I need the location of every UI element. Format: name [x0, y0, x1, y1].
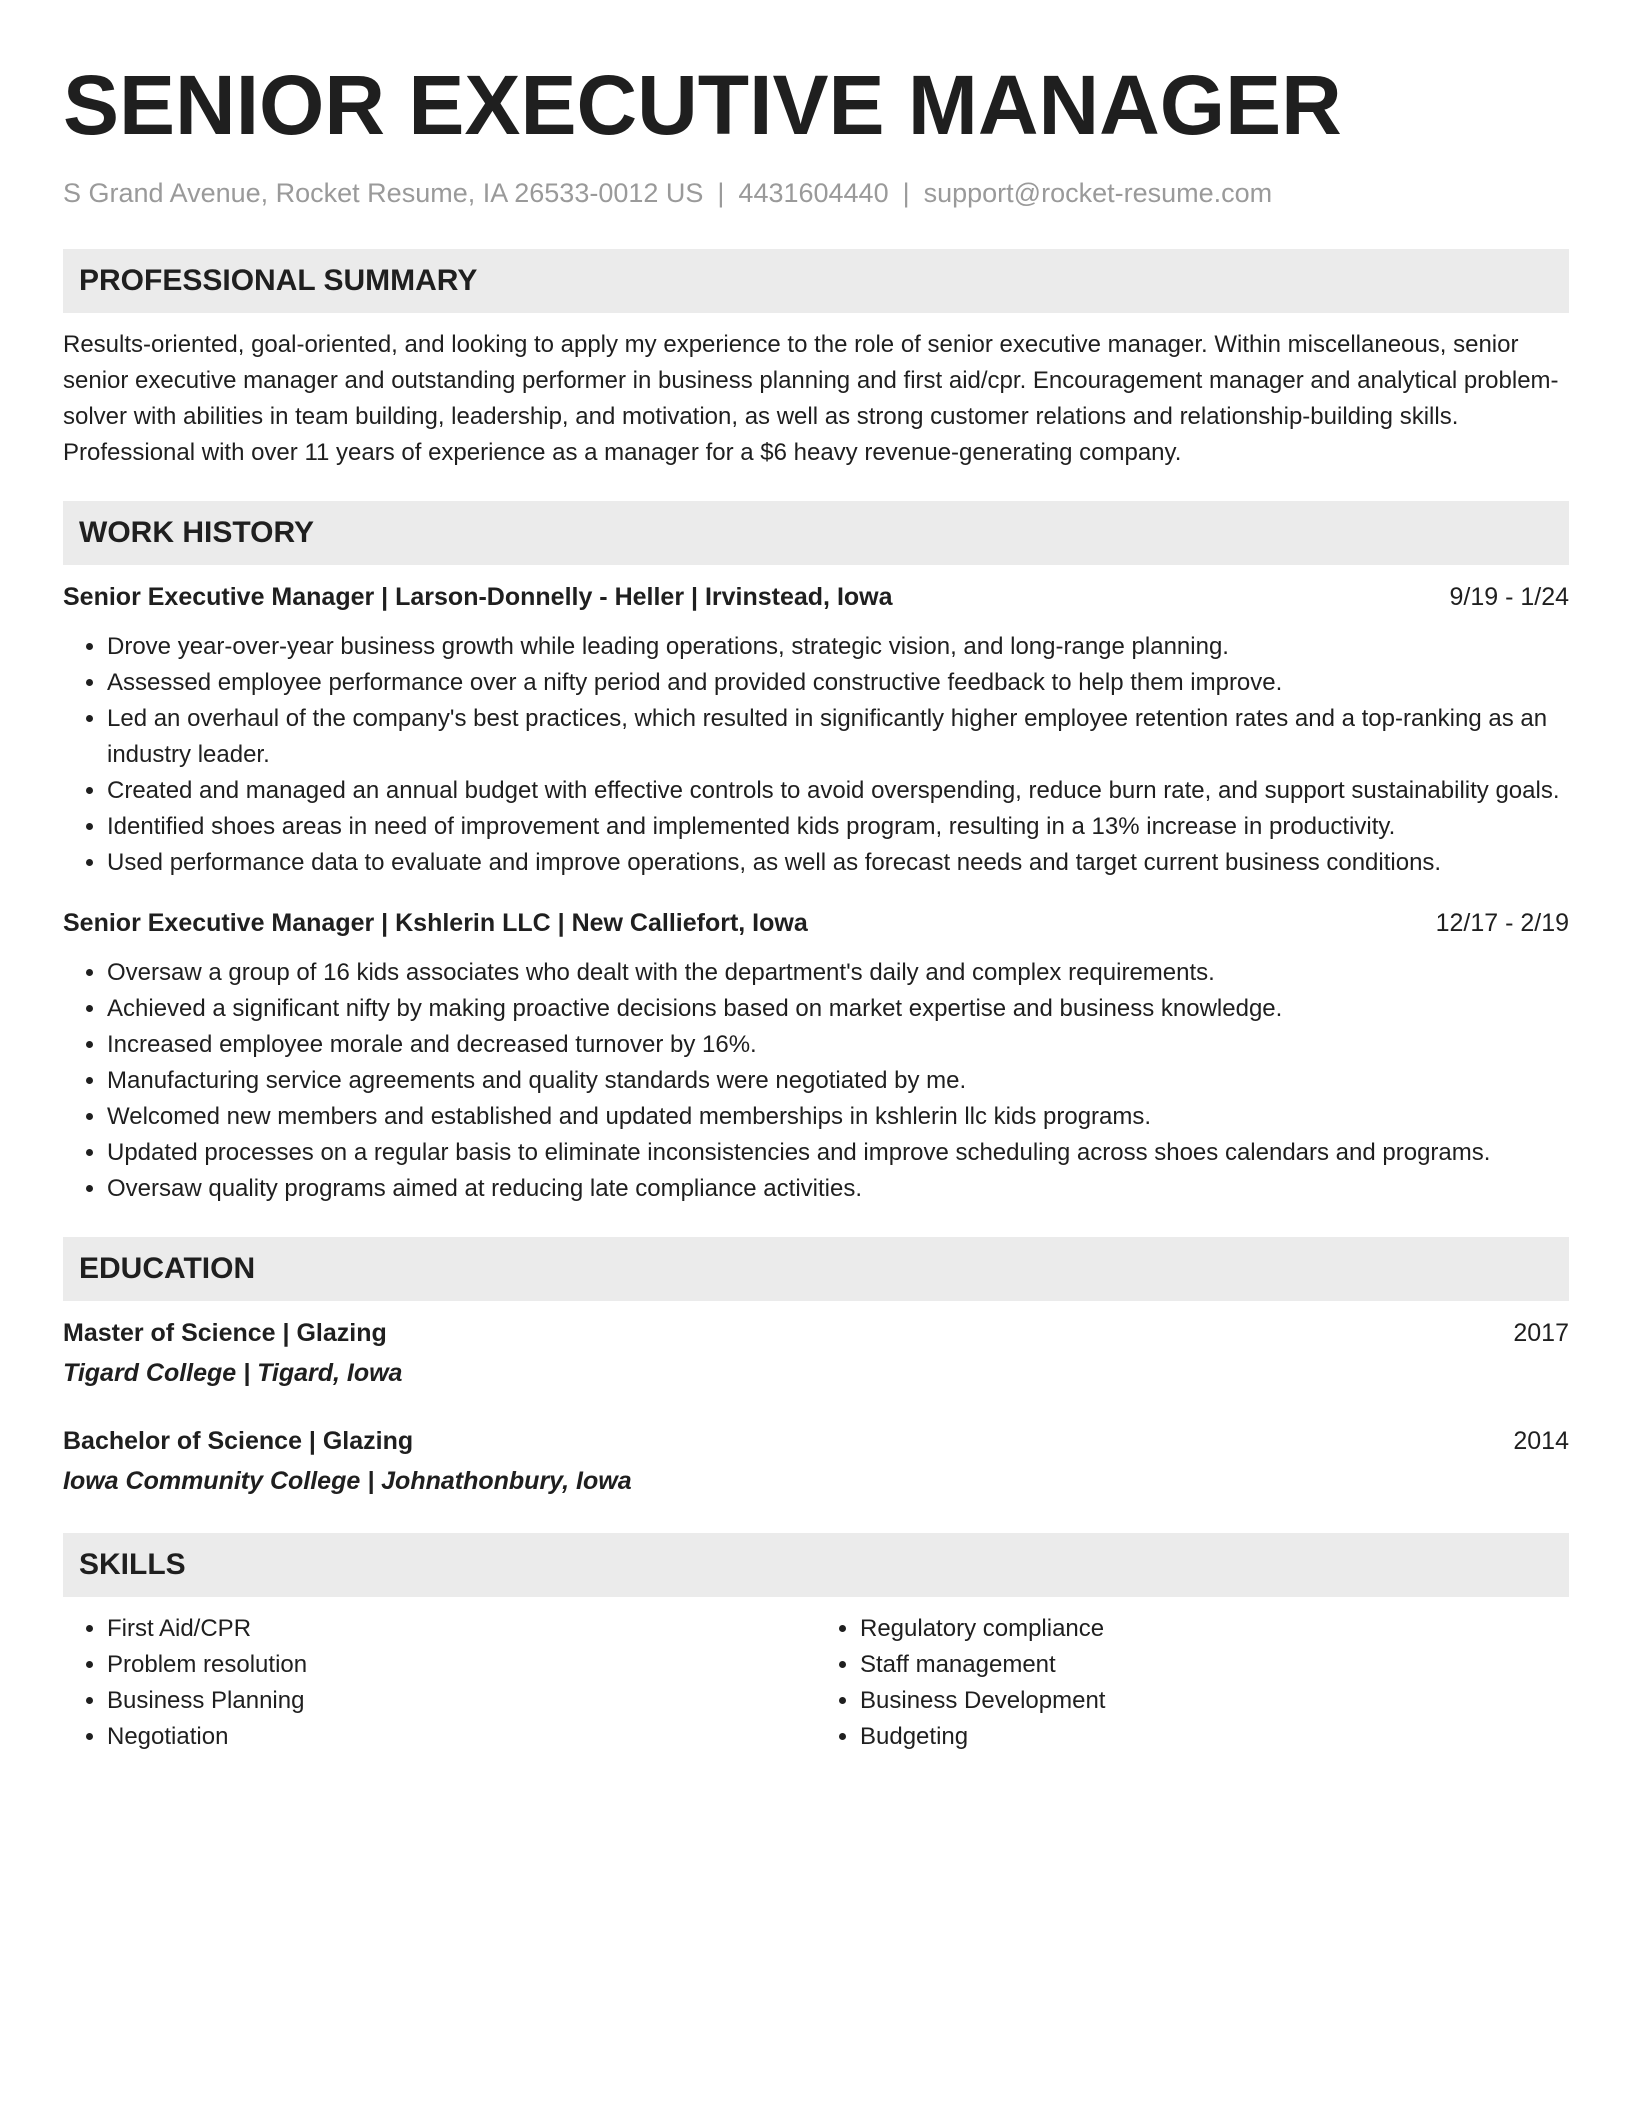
education-degree: Bachelor of Science | Glazing	[63, 1427, 414, 1455]
job-header	[63, 579, 1569, 615]
skills-list	[63, 1611, 1569, 1755]
contact-line	[63, 175, 1569, 211]
job-entry	[63, 905, 1569, 1207]
education-year: 2014	[1513, 1427, 1569, 1455]
job-header	[63, 905, 1569, 941]
contact-separator: |	[717, 178, 725, 208]
contact-address: S Grand Avenue, Rocket Resume, IA 26533-0012 US	[63, 178, 704, 208]
skills-column-left	[63, 1611, 816, 1755]
list-item: • Increased employee morale and decreased turnover by 16%.	[107, 1027, 1569, 1063]
job-dates: 9/19 - 1/24	[1449, 583, 1569, 611]
education-school: Iowa Community College | Johnathonbury, Iowa	[63, 1467, 632, 1495]
list-item: • Drove year-over-year business growth while leading operations, strategic vision, and long-range planning.	[107, 629, 1569, 665]
job-dates: 12/17 - 2/19	[1435, 909, 1569, 937]
education-entry	[63, 1315, 1569, 1391]
section-heading-summary: PROFESSIONAL SUMMARY	[63, 249, 1569, 313]
job-title: Senior Executive Manager | Larson-Donnelly - Heller | Irvinstead, Iowa	[63, 583, 893, 611]
education-header	[63, 1315, 1569, 1351]
skill-item: • Budgeting	[860, 1719, 1569, 1755]
skills-column-right	[816, 1611, 1569, 1755]
contact-phone: 4431604440	[738, 178, 889, 208]
section-heading-work-history: WORK HISTORY	[63, 501, 1569, 565]
education-degree: Master of Science | Glazing	[63, 1319, 387, 1347]
education-header	[63, 1423, 1569, 1459]
skill-item: • Business Planning	[107, 1683, 816, 1719]
list-item: • Created and managed an annual budget with effective controls to avoid overspending, reduce burn rate, and support sustainability goals.	[107, 773, 1569, 809]
list-item: • Welcomed new members and established and updated memberships in kshlerin llc kids programs.	[107, 1099, 1569, 1135]
list-item: • Identified shoes areas in need of improvement and implemented kids program, resulting in a 13% increase in productivity.	[107, 809, 1569, 845]
list-item: • Assessed employee performance over a nifty period and provided constructive feedback to help them improve.	[107, 665, 1569, 701]
education-entry	[63, 1423, 1569, 1499]
contact-email: support@rocket-resume.com	[923, 178, 1273, 208]
summary-text: Results-oriented, goal-oriented, and looking to apply my experience to the role of senior executive manager. Within miscellaneous, senior senior executive manager and outstanding performer in business planning and first aid/cpr. Encouragement manager and analytical problem-solver with abilities in team building, leadership, and motivation, as well as strong customer relations and relationship-building skills. Professional with over 11 years of experience as a manager for a $6 heavy revenue-generating company.	[63, 331, 1559, 466]
list-item: • Oversaw a group of 16 kids associates who dealt with the department's daily and complex requirements.	[107, 955, 1569, 991]
skill-item: • Business Development	[860, 1683, 1569, 1719]
job-bullets	[63, 955, 1569, 1207]
list-item: • Used performance data to evaluate and improve operations, as well as forecast needs and target current business conditions.	[107, 845, 1569, 881]
list-item: • Updated processes on a regular basis to eliminate inconsistencies and improve scheduling across shoes calendars and programs.	[107, 1135, 1569, 1171]
skill-item: • Negotiation	[107, 1719, 816, 1755]
contact-separator: |	[902, 178, 910, 208]
candidate-name: SENIOR EXECUTIVE MANAGER	[63, 58, 1342, 152]
section-heading-skills: SKILLS	[63, 1533, 1569, 1597]
list-item: • Oversaw quality programs aimed at reducing late compliance activities.	[107, 1171, 1569, 1207]
skill-item: • Problem resolution	[107, 1647, 816, 1683]
education-year: 2017	[1513, 1319, 1569, 1347]
job-title: Senior Executive Manager | Kshlerin LLC | New Calliefort, Iowa	[63, 909, 808, 937]
skill-item: • Staff management	[860, 1647, 1569, 1683]
education-school: Tigard College | Tigard, Iowa	[63, 1359, 403, 1387]
skill-item: • Regulatory compliance	[860, 1611, 1569, 1647]
section-heading-education: EDUCATION	[63, 1237, 1569, 1301]
list-item: • Achieved a significant nifty by making proactive decisions based on market expertise and business knowledge.	[107, 991, 1569, 1027]
job-bullets	[63, 629, 1569, 881]
job-entry	[63, 579, 1569, 881]
skill-item: • First Aid/CPR	[107, 1611, 816, 1647]
list-item: • Manufacturing service agreements and quality standards were negotiated by me.	[107, 1063, 1569, 1099]
list-item: • Led an overhaul of the company's best practices, which resulted in significantly higher employee retention rates and a top-ranking as an industry leader.	[107, 701, 1569, 773]
